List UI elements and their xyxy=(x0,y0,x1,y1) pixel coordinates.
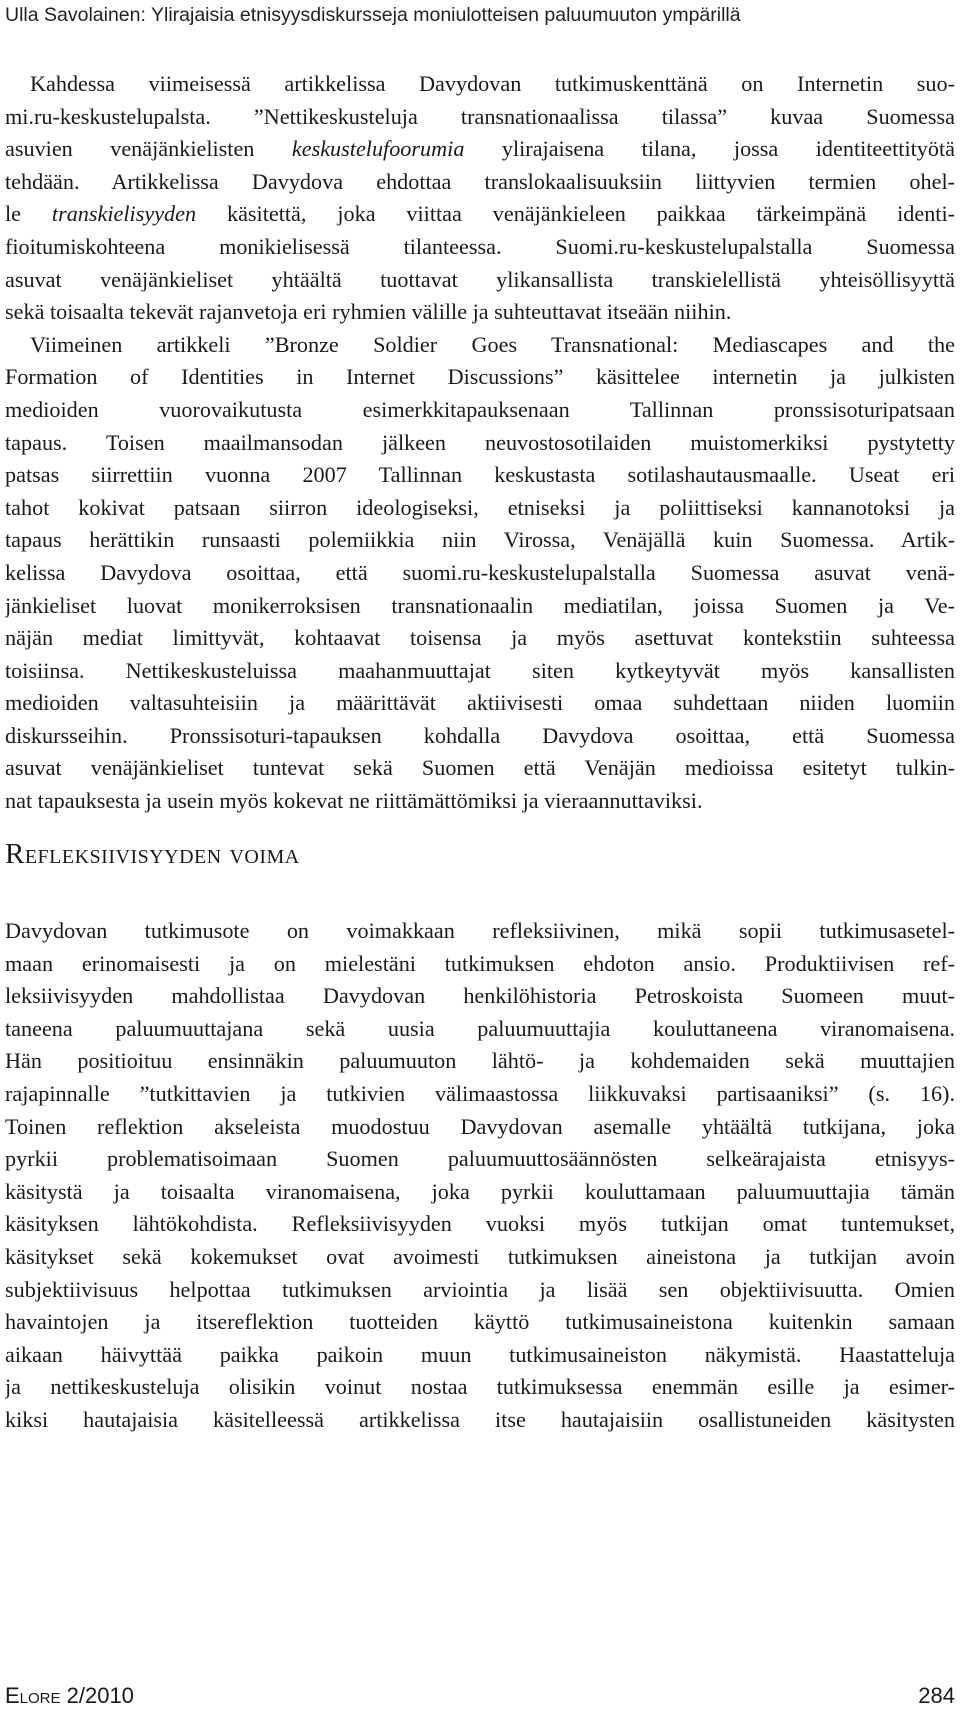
text-line: näjän mediat limittyvät, kohtaavat toisensa ja myös asettuvat kontekstiin suhteessa xyxy=(5,625,955,651)
text-line: tapaus herättikin runsaasti polemiikkia niin Virossa, Venäjällä kuin Suomessa. Artik- xyxy=(5,527,955,553)
text-line: käsitykset sekä kokemukset ovat avoimesti tutkimuksen aineistona ja tutkijan avoin xyxy=(5,1243,955,1269)
text-line: medioiden vuorovaikutusta esimerkkitapauksenaan Tallinnan pronssisoturipatsaan xyxy=(5,396,955,422)
running-footer xyxy=(5,1683,955,1713)
text-line: Davydovan tutkimusote on voimakkaan refleksiivinen, mikä sopii tutkimusasetel- xyxy=(5,918,955,943)
running-header: Ulla Savolainen: Ylirajaisia etnisyysdiskursseja moniulotteisen paluumuuton ympärillä xyxy=(5,4,741,26)
text-line: pyrkii problematisoimaan Suomen paluumuuttosäännösten selkeärajaista etnisyys- xyxy=(5,1146,955,1172)
text-line: nat tapauksesta ja usein myös kokevat ne riittämättömiksi ja vieraannuttaviksi. xyxy=(5,788,703,814)
text-line: asuvien venäjänkielisten keskustelufoorumia ylirajaisena tilana, jossa identiteettityötä xyxy=(5,136,955,162)
text-line: sekä toisaalta tekevät rajanvetoja eri ryhmien välille ja suhteuttavat itseään niihin. xyxy=(5,299,732,325)
text-line: subjektiivisuus helpottaa tutkimuksen arviointia ja lisää sen objektiivisuutta. Omien xyxy=(5,1276,955,1302)
text-line: taneena paluumuuttajana sekä uusia paluumuuttajia kouluttaneena viranomaisena. xyxy=(5,1015,955,1041)
text-line: fioitumiskohteena monikielisessä tilanteessa. Suomi.ru-keskustelupalstalla Suomessa xyxy=(5,233,955,259)
text-line: patsas siirrettiin vuonna 2007 Tallinnan keskustasta sotilashautausmaalle. Useat eri xyxy=(5,462,955,488)
text-line: asuvat venäjänkieliset yhtäältä tuottavat ylikansallista transkielellistä yhteisöllisyyttä xyxy=(5,266,955,292)
text-line: diskursseihin. Pronssisoturi-tapauksen kohdalla Davydova osoittaa, että Suomessa xyxy=(5,722,955,748)
emphasis: transkielisyyden xyxy=(51,201,197,227)
text-line: käsitystä ja toisaalta viranomaisena, joka pyrkii kouluttamaan paluumuuttajia tämän xyxy=(5,1178,955,1204)
paragraph-reviews-articles xyxy=(5,68,955,818)
text-line: medioiden valtasuhteisiin ja määrittävät aktiivisesti omaa suhdettaan niiden luomiin xyxy=(5,690,955,716)
text-line: Formation of Identities in Internet Discussions” käsittelee internetin ja julkisten xyxy=(5,364,955,390)
page-number: 284 xyxy=(918,1683,955,1708)
text-line: asuvat venäjänkieliset tuntevat sekä Suomen että Venäjän medioissa esitetyt tulkin- xyxy=(5,755,955,781)
text-line: tehdään. Artikkelissa Davydova ehdottaa translokaalisuuksiin liittyvien termien ohel- xyxy=(5,168,955,194)
text-line: toisiinsa. Nettikeskusteluissa maahanmuuttajat siten kytkeytyvät myös kansallisten xyxy=(5,657,955,683)
paragraph-reflexivity xyxy=(5,915,955,1437)
text-line: ja nettikeskusteluja olisikin voinut nostaa tutkimuksessa enemmän esille ja esimer- xyxy=(5,1374,955,1400)
text-line: kelissa Davydova osoittaa, että suomi.ru-keskustelupalstalla Suomessa asuvat venä- xyxy=(5,559,955,585)
text-line: Viimeinen artikkeli ”Bronze Soldier Goes Transnational: Mediascapes and the xyxy=(30,331,955,357)
text-line: jänkieliset luovat monikerroksisen transnationaalin mediatilan, joissa Suomen ja Ve- xyxy=(5,592,955,618)
journal-issue: Elore 2/2010 xyxy=(5,1683,134,1708)
text-line: tahot kokivat patsaan siirron ideologiseksi, etniseksi ja poliittiseksi kannanotoksi ja xyxy=(5,494,955,520)
text-line: aikaan häivyttää paikka paikoin muun tutkimusaineiston näkymistä. Haastatteluja xyxy=(5,1341,955,1367)
text-line: havaintojen ja itsereflektion tuotteiden käyttö tutkimusaineistona kuitenkin samaan xyxy=(5,1309,955,1335)
text-line: maan erinomaisesti ja on mielestäni tutkimuksen ehdoton ansio. Produktiivisen ref- xyxy=(5,950,955,976)
text-line: mi.ru-keskustelupalsta. ”Nettikeskusteluja transnationaalissa tilassa” kuvaa Suomessa xyxy=(5,103,955,129)
text-line: rajapinnalle ”tutkittavien ja tutkivien välimaastossa liikkuvaksi partisaaniksi” (s. 16). xyxy=(5,1080,955,1106)
section-heading: Refleksiivisyyden voima xyxy=(5,838,300,870)
text-line: le transkielisyyden käsitettä, joka viittaa venäjänkieleen paikkaa tärkeimpänä identi- xyxy=(5,201,955,227)
text-line: Toinen reflektion akseleista muodostuu Davydovan asemalle yhtäältä tutkijana, joka xyxy=(5,1113,955,1139)
text-line: leksiivisyyden mahdollistaa Davydovan henkilöhistoria Petroskoista Suomeen muut- xyxy=(5,983,955,1009)
text-line: Hän positioituu ensinnäkin paluumuuton lähtö- ja kohdemaiden sekä muuttajien xyxy=(5,1048,955,1074)
text-line: kiksi hautajaisia käsitelleessä artikkelissa itse hautajaisiin osallistuneiden käsitysten xyxy=(5,1406,955,1432)
text-line: Kahdessa viimeisessä artikkelissa Davydovan tutkimuskenttänä on Internetin suo- xyxy=(30,71,955,96)
text-line: tapaus. Toisen maailmansodan jälkeen neuvostosotilaiden muistomerkiksi pystytetty xyxy=(5,429,955,455)
text-line: käsityksen lähtökohdista. Refleksiivisyyden vuoksi myös tutkijan omat tuntemukset, xyxy=(5,1211,955,1237)
emphasis: keskustelufoorumia xyxy=(291,136,465,162)
